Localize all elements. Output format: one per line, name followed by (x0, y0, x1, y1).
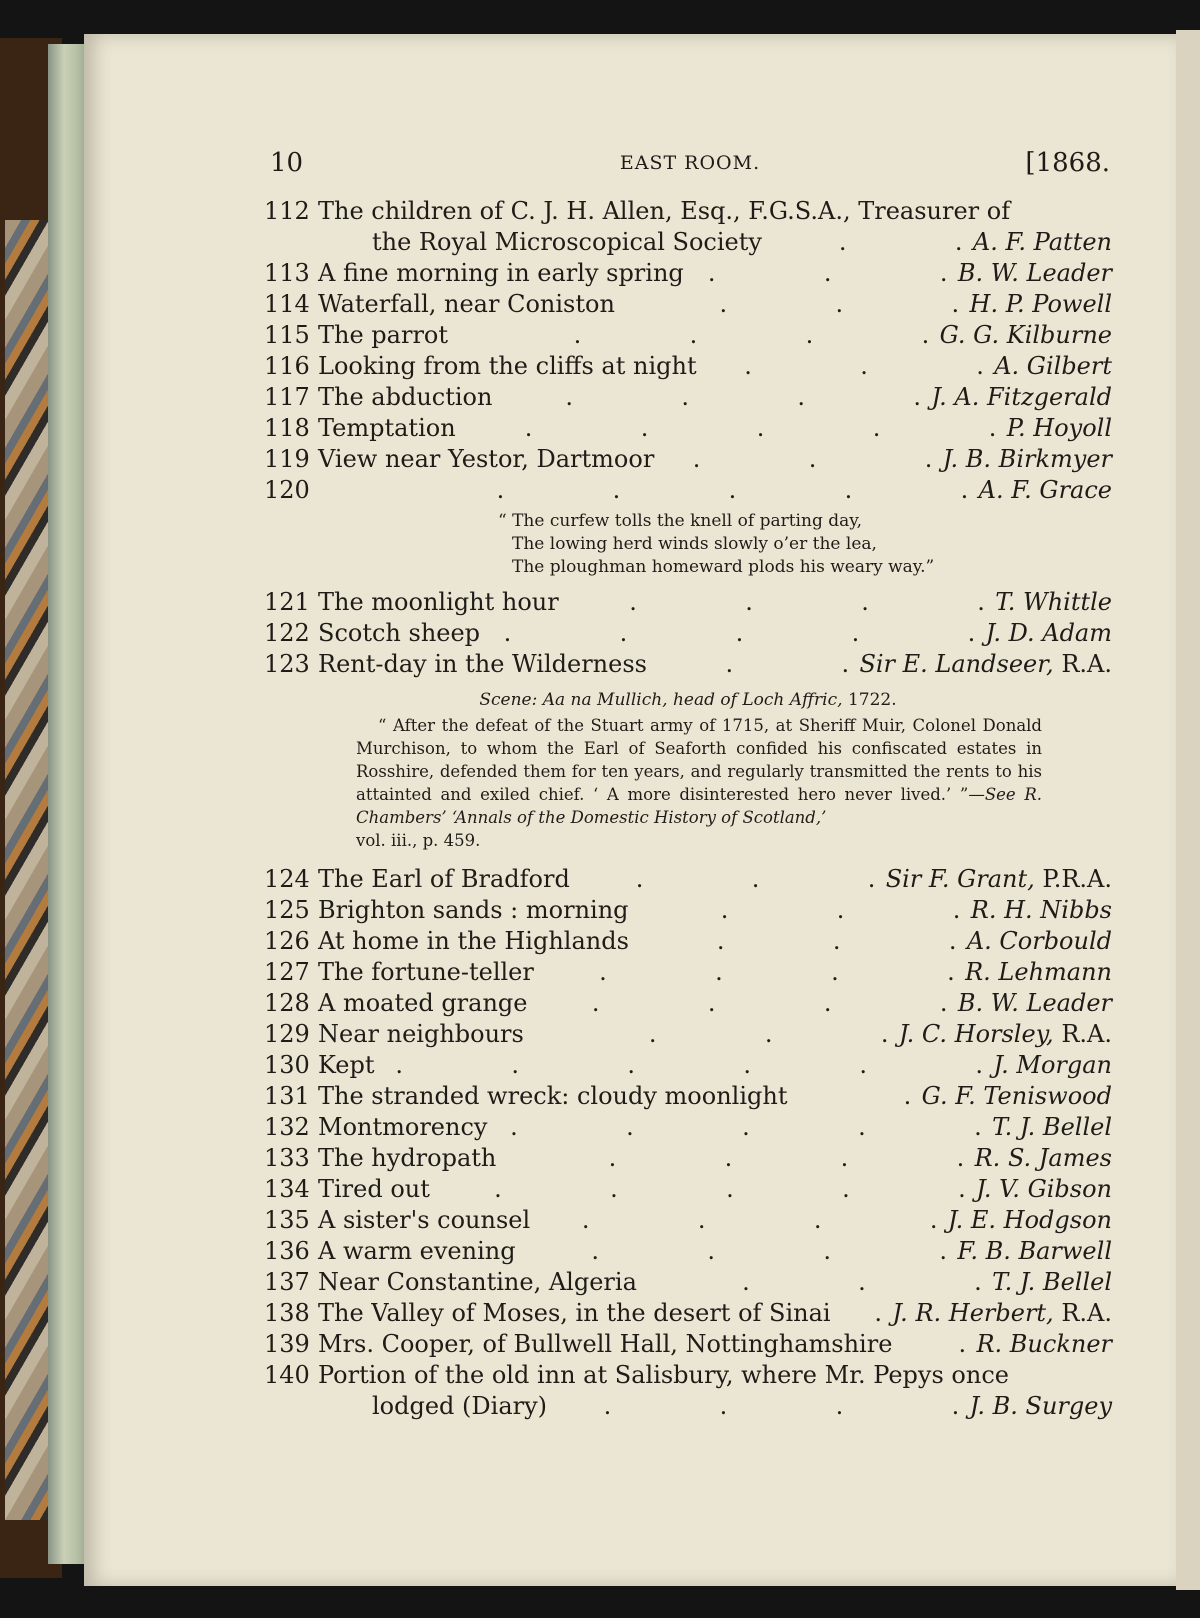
entry-title: Scotch sheep (318, 619, 481, 647)
entry-title: The fortune-teller (318, 958, 534, 986)
dot-leader: . (831, 958, 839, 986)
entry-number: 115 (264, 321, 310, 349)
dot-leader: . (808, 445, 817, 473)
entry-artist: G. F. Teniswood (921, 1082, 1112, 1110)
dot-leader: . (977, 588, 985, 616)
dot-leader: . (858, 1113, 866, 1141)
entry-number: 137 (264, 1268, 310, 1296)
entry-artist: G. G. Kilburne (939, 321, 1112, 349)
dot-leader: . (742, 1113, 750, 1141)
dot-leader: . (751, 865, 760, 893)
entry-artist: J. Morgan (993, 1051, 1112, 1079)
dot-leader: . (640, 414, 649, 442)
entry-number: 134 (264, 1175, 310, 1203)
entry-artist: J. C. Horsley, R.A. (898, 1020, 1112, 1048)
entry-title: The hydropath (318, 1144, 497, 1172)
entry-number: 125 (264, 896, 310, 924)
dot-leader: . (951, 1392, 960, 1420)
dot-leader: . (503, 619, 512, 647)
entry-artist: T. J. Bellel (992, 1113, 1112, 1141)
entry-number: 122 (264, 619, 310, 647)
catalogue-entry (264, 1329, 1112, 1360)
quote-line: The ploughman homeward plods his weary way.” (512, 557, 935, 577)
entry-number: 140 (264, 1361, 310, 1389)
entry-number: 129 (264, 1020, 310, 1048)
dot-leader: . (716, 927, 725, 955)
entry-number: 131 (264, 1082, 310, 1110)
dot-leader: . (797, 383, 806, 411)
dot-leader: . (867, 865, 876, 893)
catalogue-entry (264, 1298, 1112, 1329)
dot-leader: . (726, 1175, 734, 1203)
entry-title: The children of C. J. H. Allen, Esq., F.G.S.A., Treasurer of (318, 197, 1011, 225)
entry-artist: J. D. Adam (985, 619, 1112, 647)
entry-artist: F. B. Barwell (957, 1237, 1112, 1265)
catalogue-list (264, 196, 1112, 1422)
dot-leader: . (939, 259, 948, 287)
dot-leader: . (603, 1392, 612, 1420)
dot-leader: . (860, 352, 868, 380)
entry-title: Near neighbours (318, 1020, 524, 1048)
entry-title: The Valley of Moses, in the desert of Sinai (318, 1299, 831, 1327)
entry-number: 139 (264, 1330, 310, 1358)
catalogue-entry (264, 1081, 1112, 1112)
dot-leader: . (629, 588, 637, 616)
entry-artist: R. Buckner (976, 1330, 1112, 1358)
entry-title: Portion of the old inn at Salisbury, where Mr. Pepys once (318, 1361, 1009, 1389)
dot-leader: . (858, 1268, 866, 1296)
dot-leader: . (974, 1113, 982, 1141)
entry-number: 133 (264, 1144, 310, 1172)
dot-leader: . (903, 1082, 912, 1110)
entry-title: Montmorency (318, 1113, 488, 1141)
quote-line: “ The curfew tolls the knell of parting day, (498, 511, 862, 531)
entry-title: Temptation (318, 414, 456, 442)
page-fore-edge (48, 44, 88, 1564)
catalogue-entry (264, 1112, 1112, 1143)
entry-title: View near Yestor, Dartmoor (318, 445, 655, 473)
dot-leader: . (715, 958, 723, 986)
dot-leader: . (697, 1206, 706, 1234)
catalogue-entry (264, 864, 1112, 895)
catalogue-entry (264, 1174, 1112, 1205)
entry-title: A fine morning in early spring (318, 259, 684, 287)
dot-leader: . (619, 619, 628, 647)
entry-title: A sister's counsel (318, 1206, 531, 1234)
dot-leader: . (744, 352, 752, 380)
entry-artist: P. Hoyoll (1006, 414, 1112, 442)
dot-leader: . (823, 1237, 832, 1265)
entry-title: Mrs. Cooper, of Bullwell Hall, Nottinghamshire (318, 1330, 893, 1358)
catalogue-entry (264, 1143, 1112, 1174)
dot-leader: . (924, 445, 933, 473)
dot-leader: . (952, 896, 961, 924)
dot-leader: . (573, 321, 582, 349)
dot-leader: . (954, 228, 963, 256)
running-header (270, 148, 1110, 188)
entry-artist: A. F. Patten (972, 228, 1112, 256)
entry-artist: A. F. Grace (978, 476, 1112, 504)
entry-number: 113 (264, 259, 310, 287)
entry-artist: T. Whittle (995, 588, 1112, 616)
dot-leader: . (872, 414, 881, 442)
dot-leader: . (707, 259, 716, 287)
entry-number: 116 (264, 352, 310, 380)
dot-leader: . (844, 476, 853, 504)
note-paragraph: “ After the defeat of the Stuart army of 1715, at Sheriff Muir, Colonel Donald Murchison, to whom the Earl of Seaforth confided his confiscated estates in Rosshire, defended them for ten years, and regularly transmitted the rents to his attainted and exiled chief. ‘ A more disinterested hero never lived.’ ”—See R. Chambers’ ‘Annals of the Domestic History of Scotland,’ vol. iii., p. 459. (356, 716, 1043, 850)
dot-leader: . (724, 1144, 733, 1172)
dot-leader: . (756, 414, 765, 442)
catalogue-entry (264, 649, 1112, 680)
dot-leader: . (841, 650, 850, 678)
dot-leader: . (511, 1051, 519, 1079)
dot-leader: . (958, 1330, 967, 1358)
dot-leader: . (627, 1051, 635, 1079)
entry-number: 135 (264, 1206, 310, 1234)
entry-title: The moonlight hour (318, 588, 559, 616)
entry-artist: A. Gilbert (994, 352, 1112, 380)
dot-leader: . (861, 588, 869, 616)
entry-artist: Sir F. Grant, P.R.A. (885, 865, 1112, 893)
entry-title: The stranded wreck: cloudy moonlight (318, 1082, 788, 1110)
year: [1868. (1025, 148, 1110, 178)
dot-leader: . (838, 228, 847, 256)
dot-leader: . (743, 1051, 751, 1079)
dot-leader: . (956, 1144, 965, 1172)
entry-artist: B. W. Leader (957, 989, 1112, 1017)
entry-number: 120 (264, 476, 310, 504)
entry-number: 136 (264, 1237, 310, 1265)
entry-title-continued: lodged (Diary) (372, 1392, 548, 1420)
page-number: 10 (270, 148, 304, 178)
dot-leader: . (648, 1020, 657, 1048)
dot-leader: . (929, 1206, 938, 1234)
entry-title: Near Constantine, Algeria (318, 1268, 637, 1296)
dot-leader: . (565, 383, 574, 411)
dot-leader: . (510, 1113, 518, 1141)
entry-artist: R. Lehmann (965, 958, 1112, 986)
entry-artist: J. B. Surgey (969, 1392, 1112, 1420)
entry-title: A warm evening (318, 1237, 516, 1265)
dot-leader: . (745, 588, 753, 616)
room-title: EAST ROOM. (619, 152, 761, 174)
entry-number: 138 (264, 1299, 310, 1327)
dot-leader: . (612, 476, 621, 504)
dot-leader: . (951, 290, 960, 318)
catalogue-entry (264, 351, 1112, 382)
entry-number: 117 (264, 383, 310, 411)
dot-leader: . (395, 1051, 403, 1079)
dot-leader: . (635, 865, 644, 893)
dot-leader: . (599, 958, 607, 986)
dot-leader: . (725, 650, 734, 678)
catalogue-entry (264, 444, 1112, 475)
dot-leader: . (720, 896, 729, 924)
catalogue-entry (264, 320, 1112, 351)
dot-leader: . (707, 1237, 716, 1265)
catalogue-entry (264, 289, 1112, 320)
dot-leader: . (728, 476, 737, 504)
catalogue-entry (264, 475, 1112, 506)
next-page-edge (1176, 30, 1200, 1590)
catalogue-entry (264, 1205, 1112, 1236)
catalogue-entry (264, 1050, 1112, 1081)
catalogue-entry (264, 382, 1112, 413)
entry-artist: Sir E. Landseer, R.A. (859, 650, 1112, 678)
dot-leader: . (975, 1051, 983, 1079)
entry-title: Looking from the cliffs at night (318, 352, 697, 380)
entry-artist: R. S. James (974, 1144, 1112, 1172)
catalogue-entry (264, 1019, 1112, 1050)
dot-leader: . (976, 352, 984, 380)
dot-leader: . (496, 476, 505, 504)
entry-artist: J. A. Fitzgerald (931, 383, 1112, 411)
entry-artist: J. E. Hodgson (947, 1206, 1112, 1234)
dot-leader: . (939, 1237, 948, 1265)
catalogue-entry (264, 587, 1112, 618)
catalogue-entry (264, 895, 1112, 926)
entry-number: 114 (264, 290, 310, 318)
entry-title: Tired out (318, 1175, 430, 1203)
dot-leader: . (626, 1113, 634, 1141)
dot-leader: . (681, 383, 690, 411)
dot-leader: . (813, 1206, 822, 1234)
entry-title: The parrot (318, 321, 449, 349)
dot-leader: . (921, 321, 930, 349)
dot-leader: . (842, 1175, 850, 1203)
dot-leader: . (591, 1237, 600, 1265)
catalogue-entry (264, 1360, 1112, 1422)
entry-title: The abduction (318, 383, 493, 411)
entry-number: 126 (264, 927, 310, 955)
entry-number: 118 (264, 414, 310, 442)
dot-leader: . (805, 321, 814, 349)
dot-leader: . (939, 989, 948, 1017)
entry-number: 119 (264, 445, 310, 473)
dot-leader: . (719, 290, 728, 318)
entry-artist: J. V. Gibson (976, 1175, 1112, 1203)
dot-leader: . (835, 1392, 844, 1420)
entry-artist: A. Corbould (966, 927, 1112, 955)
entry-title: Kept (318, 1051, 375, 1079)
dot-leader: . (735, 619, 744, 647)
dot-leader: . (840, 1144, 849, 1172)
entry-artist: T. J. Bellel (992, 1268, 1112, 1296)
dot-leader: . (967, 619, 976, 647)
entry-number: 112 (264, 197, 310, 225)
catalogue-entry (264, 413, 1112, 444)
dot-leader: . (836, 896, 845, 924)
entry-artist: R. H. Nibbs (970, 896, 1112, 924)
dot-leader: . (832, 927, 841, 955)
entry-artist: B. W. Leader (957, 259, 1112, 287)
entry-title: Waterfall, near Coniston (318, 290, 615, 318)
entry-title-continued: the Royal Microscopical Society (372, 228, 762, 256)
dot-leader: . (707, 989, 716, 1017)
dot-leader: . (913, 383, 922, 411)
dot-leader: . (988, 414, 997, 442)
dot-leader: . (948, 927, 957, 955)
dot-leader: . (764, 1020, 773, 1048)
dot-leader: . (880, 1020, 889, 1048)
dot-leader: . (947, 958, 955, 986)
catalogue-entry (264, 196, 1112, 258)
dot-leader: . (960, 476, 969, 504)
quotation (264, 510, 1112, 579)
catalogue-entry (264, 988, 1112, 1019)
dot-leader: . (874, 1299, 883, 1327)
entry-artist: J. R. Herbert, R.A. (892, 1299, 1112, 1327)
entry-artist: H. P. Powell (969, 290, 1112, 318)
entry-number: 128 (264, 989, 310, 1017)
quote-line: The lowing herd winds slowly o’er the lea, (512, 534, 877, 554)
dot-leader: . (524, 414, 533, 442)
dot-leader: . (719, 1392, 728, 1420)
entry-number: 132 (264, 1113, 310, 1141)
catalogue-entry (264, 1236, 1112, 1267)
dot-leader: . (581, 1206, 590, 1234)
entry-artist: J. B. Birkmyer (942, 445, 1112, 473)
dot-leader: . (974, 1268, 982, 1296)
dot-leader: . (958, 1175, 966, 1203)
entry-number: 127 (264, 958, 310, 986)
dot-leader: . (692, 445, 701, 473)
dot-leader: . (689, 321, 698, 349)
dot-leader: . (859, 1051, 867, 1079)
catalogue-entry (264, 957, 1112, 988)
scene-caption: Scene: Aa na Mullich, head of Loch Affric, 1722. (479, 690, 897, 710)
entry-number: 130 (264, 1051, 310, 1079)
entry-number: 121 (264, 588, 310, 616)
entry-title: The Earl of Bradford (318, 865, 570, 893)
dot-leader: . (823, 989, 832, 1017)
dot-leader: . (851, 619, 860, 647)
entry-title: At home in the Highlands (318, 927, 629, 955)
entry-title: Rent-day in the Wilderness (318, 650, 647, 678)
entry-number: 124 (264, 865, 310, 893)
entry-title: A moated grange (318, 989, 528, 1017)
dot-leader: . (835, 290, 844, 318)
catalogue-entry (264, 618, 1112, 649)
catalogue-entry (264, 1267, 1112, 1298)
dot-leader: . (494, 1175, 502, 1203)
catalogue-entry (264, 926, 1112, 957)
dot-leader: . (610, 1175, 618, 1203)
dot-leader: . (742, 1268, 750, 1296)
catalogue-entry (264, 258, 1112, 289)
entry-title: Brighton sands : morning (318, 896, 629, 924)
entry-number: 123 (264, 650, 310, 678)
dot-leader: . (823, 259, 832, 287)
dot-leader: . (591, 989, 600, 1017)
dot-leader: . (608, 1144, 617, 1172)
